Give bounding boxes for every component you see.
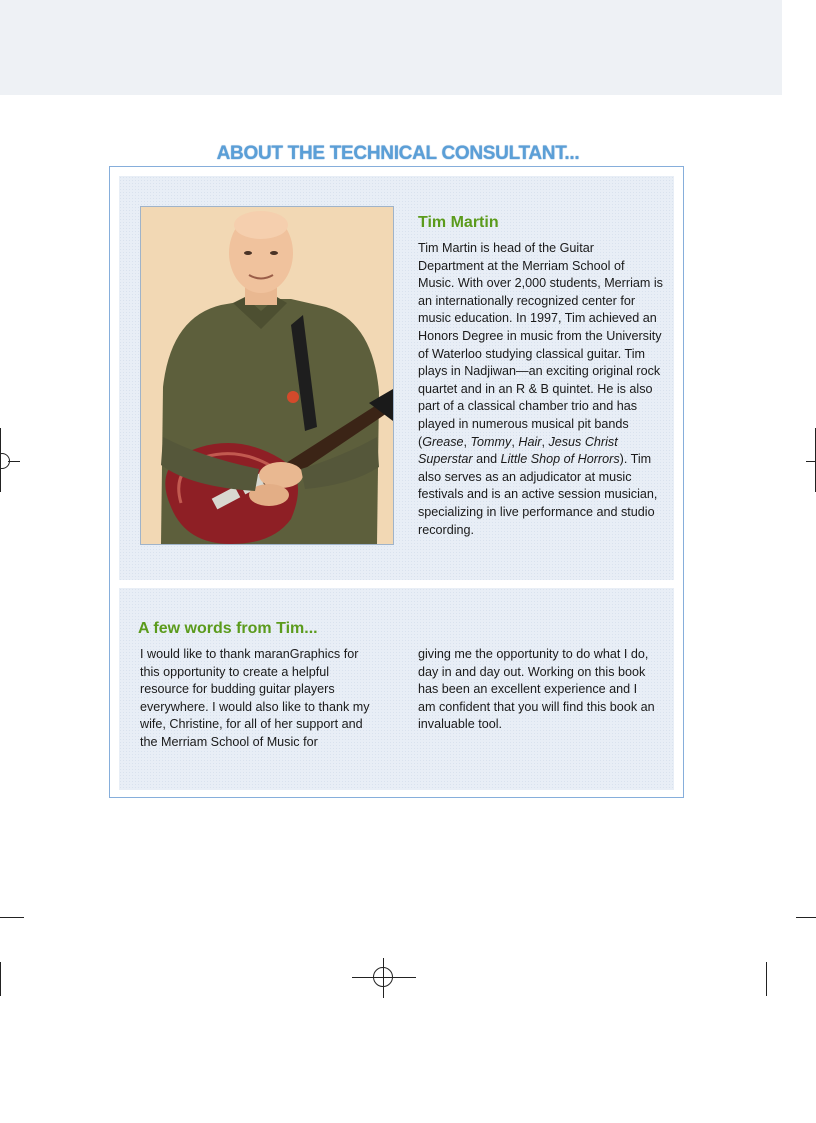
words-column-2 [418, 646, 658, 734]
show-title: Grease [422, 434, 464, 449]
crop-mark [766, 962, 767, 996]
words-panel [119, 588, 674, 790]
crop-mark [796, 917, 816, 918]
registration-mark [373, 967, 393, 987]
words-text: giving me the opportunity to do what I do, day in and day out. Working on this book has been an excellent experience and I am confident that you will find this book an invaluable tool. [418, 647, 655, 732]
crop-mark [806, 461, 816, 462]
page-title: ABOUT THE TECHNICAL CONSULTANT... [216, 143, 580, 164]
crop-mark [0, 917, 24, 918]
crop-mark [0, 962, 1, 996]
bio-text-part-1: Tim Martin is head of the Guitar Department at the Merriam School of Music. With over 2,000 students, Merriam is an internationally recognized center for music education. In 1997, Tim achieved an Honors Degree in music from the University of Waterloo studying classical guitar. Tim plays in Nadjiwan—an exciting original rock quartet and in an R & B quintet. He is also part of a classical chamber trio and has played in numerous musical pit bands ( [418, 241, 663, 449]
show-title: Little Shop of Horrors [500, 452, 620, 467]
guitarist-portrait-image [141, 207, 393, 544]
words-column-1 [140, 646, 380, 752]
words-text: I would like to thank maranGraphics for this opportunity to create a helpful resource for budding guitar players everywhere. I would also like to thank my wife, Christine, for all of her support and the Merriam School of Music for [140, 647, 370, 749]
bio-panel [119, 176, 674, 580]
consultant-photo [140, 206, 394, 545]
show-title: Tommy [470, 434, 512, 449]
top-color-band [0, 0, 782, 95]
show-title: Jesus Christ Superstar [418, 434, 618, 467]
bio-paragraph: Tim Martin is head of the Guitar Department at the Merriam School of Music. With over 2,000 students, Merriam is an internationally recognized center for music education. In 1997, Tim achieved an Honors Degree in music from the University of Waterloo studying classical guitar. Tim plays in Nadjiwan—an exciting original rock quartet and in an R & B quintet. He is also part of a classical chamber trio and has played in numerous musical pit bands (Grease, Tommy, Hair, Jesus Christ Superstar and Little Shop of Horrors). Tim also serves as an adjudicator at music festivals and is an active session musician, specializing in live performance and studio recording. [418, 241, 663, 537]
registration-mark [0, 453, 10, 469]
bio-text-part-2: ). Tim also serves as an adjudicator at music festivals and is an active session musician, specializing in live performance and studio recording. [418, 452, 658, 537]
consultant-name: Tim Martin [418, 214, 499, 231]
consultant-frame [109, 166, 684, 798]
words-heading: A few words from Tim... [138, 620, 318, 637]
show-title: Hair [518, 434, 542, 449]
